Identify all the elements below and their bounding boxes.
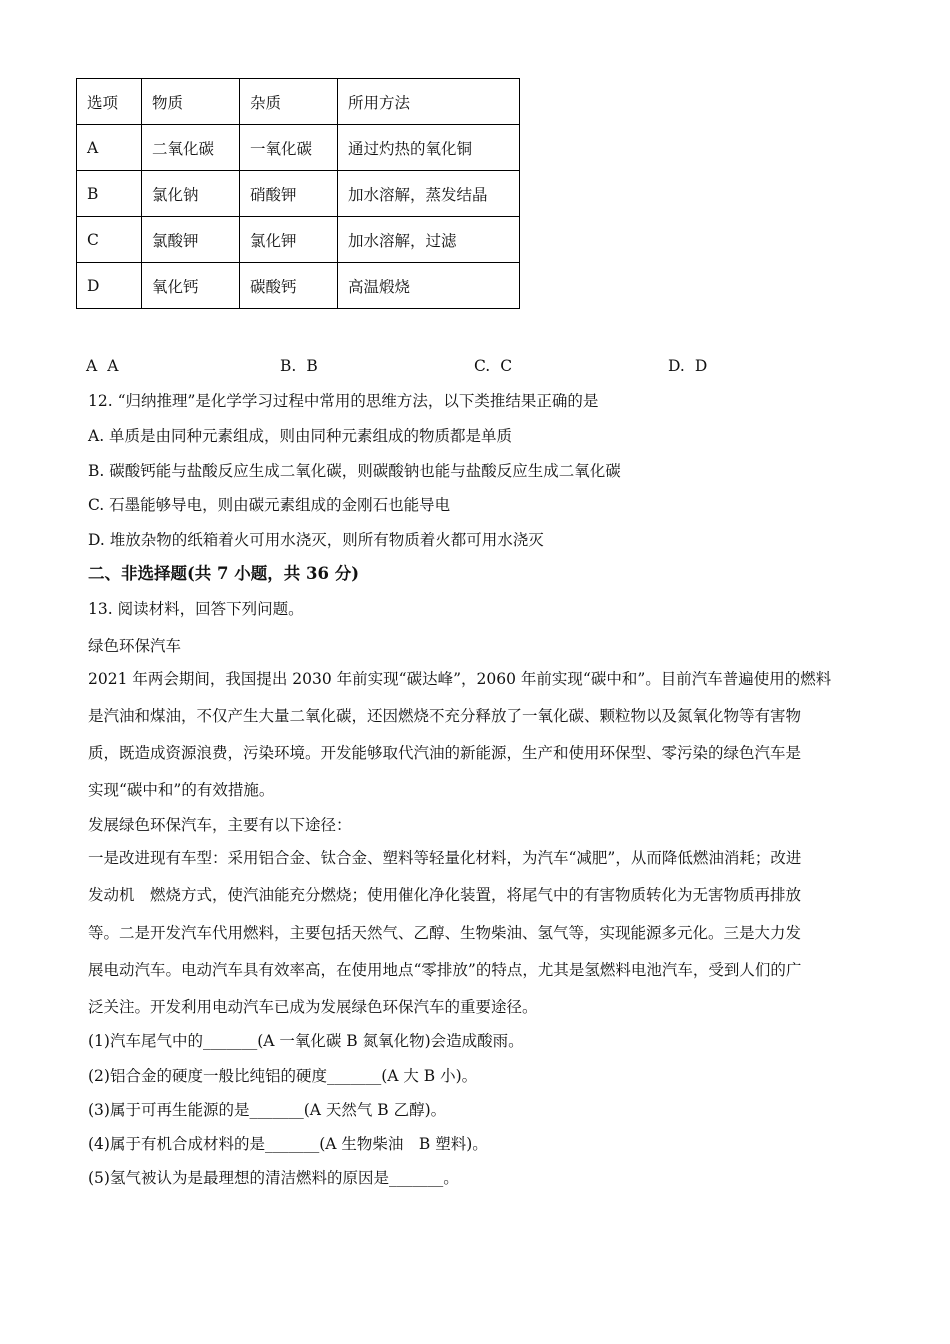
table-cell: D — [77, 263, 142, 309]
passage-line: 发动机 燃烧方式，使汽油能充分燃烧；使用催化净化装置，将尾气中的有害物质转化为无害物质再排放 — [88, 886, 802, 904]
passage-line: 发展绿色环保汽车，主要有以下途径： — [88, 816, 352, 834]
table-cell: C — [77, 217, 142, 263]
table-cell: 一氧化碳 — [240, 125, 338, 171]
option-key: D. — [668, 357, 685, 375]
option-key: C. — [474, 357, 491, 375]
table-cell: 高温煅烧 — [338, 263, 520, 309]
table-row — [77, 125, 520, 171]
table-cell: 氯酸钾 — [142, 217, 240, 263]
table-cell: B — [77, 171, 142, 217]
q11-option-c — [474, 357, 512, 375]
option-key: A — [86, 357, 98, 375]
table-header-cell: 物质 — [142, 79, 240, 125]
table-header-row — [77, 79, 520, 125]
table-cell: 通过灼热的氧化铜 — [338, 125, 520, 171]
q13-subquestion: (2)铝合金的硬度一般比纯铝的硬度_______(A 大 B 小)。 — [88, 1067, 478, 1085]
table-cell: 二氧化碳 — [142, 125, 240, 171]
passage-line: 展电动汽车。电动汽车具有效率高，在使用地点“零排放”的特点，尤其是氢燃料电池汽车，受到人们的广 — [88, 961, 802, 979]
q11-option-a — [86, 357, 118, 375]
passage-line: 一是改进现有车型：采用铝合金、钛合金、塑料等轻量化材料，为汽车“减肥”，从而降低燃油消耗；改进 — [88, 849, 802, 867]
section-title: 二、非选择题(共 7 小题，共 36 分) — [88, 564, 360, 583]
option-key: B. — [280, 357, 297, 375]
passage-title: 绿色环保汽车 — [88, 637, 182, 655]
q13-subquestion: (4)属于有机合成材料的是_______(A 生物柴油 B 塑料)。 — [88, 1135, 488, 1153]
passage-line: 泛关注。开发利用电动汽车已成为发展绿色环保汽车的重要途径。 — [88, 998, 538, 1016]
table-cell: 氧化钙 — [142, 263, 240, 309]
table-header-cell: 选项 — [77, 79, 142, 125]
table-cell: 氯化钾 — [240, 217, 338, 263]
passage-line: 等。二是开发汽车代用燃料，主要包括天然气、乙醇、生物柴油、氢气等，实现能源多元化。三是大力发 — [88, 924, 802, 942]
table-cell: 加水溶解，过滤 — [338, 217, 520, 263]
table-row — [77, 263, 520, 309]
option-text: A — [107, 357, 119, 375]
q11-option-d — [668, 357, 707, 375]
option-text: D — [694, 357, 708, 375]
q12-stem: 12. “归纳推理”是化学学习过程中常用的思维方法，以下类推结果正确的是 — [88, 392, 599, 410]
option-text: B — [306, 357, 318, 375]
q13-stem: 13. 阅读材料，回答下列问题。 — [88, 600, 304, 618]
table-header-cell: 所用方法 — [338, 79, 520, 125]
passage-line: 质，既造成资源浪费，污染环境。开发能够取代汽油的新能源，生产和使用环保型、零污染的绿色汽车是 — [88, 744, 802, 762]
q12-option-a: A. 单质是由同种元素组成，则由同种元素组成的物质都是单质 — [88, 427, 513, 445]
q12-option-c: C. 石墨能够导电，则由碳元素组成的金刚石也能导电 — [88, 496, 451, 514]
option-text: C — [500, 357, 513, 375]
q12-option-b: B. 碳酸钙能与盐酸反应生成二氧化碳，则碳酸钠也能与盐酸反应生成二氧化碳 — [88, 462, 621, 480]
q13-subquestion: (3)属于可再生能源的是_______(A 天然气 B 乙醇)。 — [88, 1101, 447, 1119]
q11-option-b — [280, 357, 318, 375]
reagent-table — [76, 78, 520, 309]
table-cell: 硝酸钾 — [240, 171, 338, 217]
passage-line: 实现“碳中和”的有效措施。 — [88, 781, 275, 799]
table-cell: A — [77, 125, 142, 171]
table-row — [77, 171, 520, 217]
q12-option-d: D. 堆放杂物的纸箱着火可用水浇灭，则所有物质着火都可用水浇灭 — [88, 531, 544, 549]
table-cell: 加水溶解，蒸发结晶 — [338, 171, 520, 217]
table-cell: 氯化钠 — [142, 171, 240, 217]
table-header-cell: 杂质 — [240, 79, 338, 125]
passage-line: 2021 年两会期间，我国提出 2030 年前实现“碳达峰”，2060 年前实现“碳中和”。目前汽车普遍使用的燃料 — [88, 670, 832, 688]
passage-line: 是汽油和煤油，不仅产生大量二氧化碳，还因燃烧不充分释放了一氧化碳、颗粒物以及氮氧化物等有害物 — [88, 707, 802, 725]
table-row — [77, 217, 520, 263]
q13-subquestion: (5)氢气被认为是最理想的清洁燃料的原因是_______。 — [88, 1169, 459, 1187]
table-cell: 碳酸钙 — [240, 263, 338, 309]
q13-subquestion: (1)汽车尾气中的_______(A 一氧化碳 B 氮氧化物)会造成酸雨。 — [88, 1032, 524, 1050]
